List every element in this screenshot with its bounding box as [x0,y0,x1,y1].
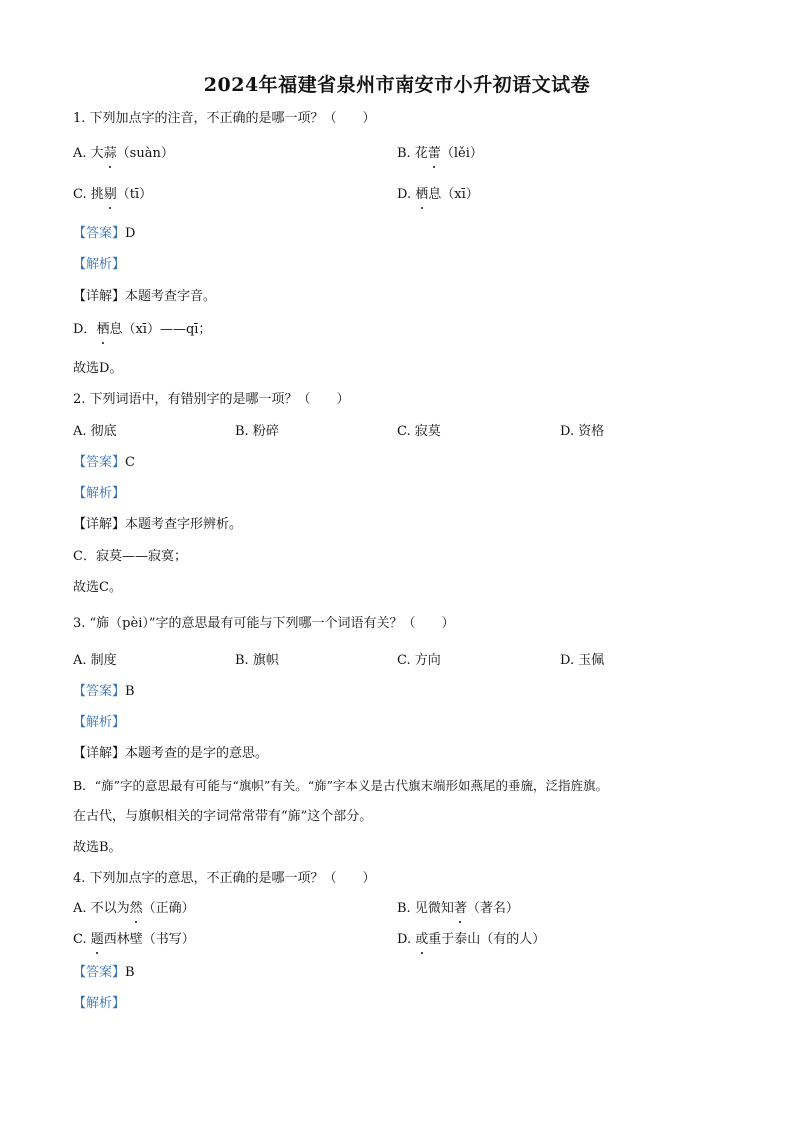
q2-analysis-tag: 【解析】 [73,486,126,501]
q3-option-a: A. 制度 [73,653,117,668]
q3-explain-line2: 在古代，与旗帜相关的字词常常带有“旆”这个部分。 [73,809,373,824]
q4-option-c-dotted: 题 [90,932,104,947]
q2-option-b: B. 粉碎 [235,424,279,439]
q3-answer [73,683,135,701]
q2-option-d: D. 资格 [560,424,605,439]
answer-value: D [125,226,136,241]
q1-explain [73,321,211,339]
q1-option-d-prefix: D. [397,187,416,202]
q4-option-b-meaning: （著名） [466,901,519,916]
q1-option-c-dotted: 剔 [103,187,117,202]
q2-option-a: A. 彻底 [73,424,117,439]
q1-option-a-prefix: A. 大 [73,146,104,161]
q4-option-d-dotted: 或 [415,932,429,947]
q4-option-d [397,931,545,949]
q2-option-c: C. 寂莫 [397,424,441,439]
q4-option-b-dotted: 著 [453,901,467,916]
q1-analysis-tag: 【解析】 [73,257,126,272]
q1-option-c [73,186,152,204]
q1-option-b [397,145,483,163]
q3-explain-line1: B．“旆”字的意思最有可能与“旗帜”有关。“旆”字本义是古代旗末端形如燕尾的垂旒，泛指旌旗。 [73,778,609,793]
q2-detail: 【详解】本题考查字形辨析。 [73,517,243,532]
q4-option-d-meaning: 重于泰山（有的人） [428,932,546,947]
q4-option-b [397,900,519,918]
q3-analysis-tag: 【解析】 [73,715,126,730]
answer-tag: 【答案】 [73,965,126,980]
page-title: 2024年福建省泉州市南安市小升初语文试卷 [203,74,591,96]
q3-conclusion: 故选B。 [73,840,122,855]
q1-explain-prefix: D． [73,322,97,337]
q1-option-a-pinyin: （suàn） [116,146,174,161]
q1-option-a-dotted: 蒜 [103,146,117,161]
q2-stem: 2. 下列词语中，有错别字的是哪一项？（ ） [73,392,350,407]
q1-option-a [73,145,174,163]
q1-option-b-prefix: B. 花 [397,146,428,161]
q2-conclusion: 故选C。 [73,580,122,595]
q1-answer [73,225,135,243]
q4-option-a-meaning: （正确） [142,901,195,916]
q4-option-b-prefix: B. 见微知 [397,901,454,916]
answer-value: B [125,965,135,980]
q3-stem: 3. “旆（pèi）”字的意思最有可能与下列哪一个词语有关？（ ） [73,616,455,631]
answer-value: B [125,684,135,699]
q3-option-d: D. 玉佩 [560,653,605,668]
q1-option-b-pinyin: （lěi） [440,146,483,161]
q3-option-b: B. 旗帜 [235,653,279,668]
answer-tag: 【答案】 [73,226,126,241]
answer-tag: 【答案】 [73,684,126,699]
q4-analysis-tag: 【解析】 [73,996,126,1011]
q3-option-c: C. 方向 [397,653,441,668]
q4-option-a-prefix: A. 不以为 [73,901,130,916]
q1-option-c-pinyin: （tī） [116,187,153,202]
q4-option-d-prefix: D. [397,932,416,947]
q1-conclusion: 故选D。 [73,361,123,376]
q4-option-c [73,931,195,949]
q1-explain-dotted: 栖 [96,322,110,337]
q1-option-d-pinyin: 息（xī） [428,187,479,202]
q4-stem: 4. 下列加点字的意思，不正确的是哪一项？（ ） [73,871,376,886]
q4-option-a [73,900,195,918]
q3-detail: 【详解】本题考查的是字的意思。 [73,746,269,761]
q4-option-c-meaning: 西林壁（书写） [103,932,195,947]
q1-option-c-prefix: C. 挑 [73,187,104,202]
q1-stem: 1. 下列加点字的注音，不正确的是哪一项？（ ） [73,111,376,126]
q1-option-d [397,186,479,204]
q4-option-a-dotted: 然 [129,901,143,916]
q1-explain-text: 息（xī）——qī； [109,322,212,337]
q1-option-d-dotted: 栖 [415,187,429,202]
q1-detail: 【详解】本题考查字音。 [73,289,217,304]
answer-tag: 【答案】 [73,455,126,470]
answer-value: C [125,455,135,470]
q2-explain: C．寂莫——寂寞； [73,549,187,564]
q4-answer [73,964,135,982]
q2-answer [73,454,135,472]
q1-option-b-dotted: 蕾 [427,146,441,161]
q4-option-c-prefix: C. [73,932,91,947]
